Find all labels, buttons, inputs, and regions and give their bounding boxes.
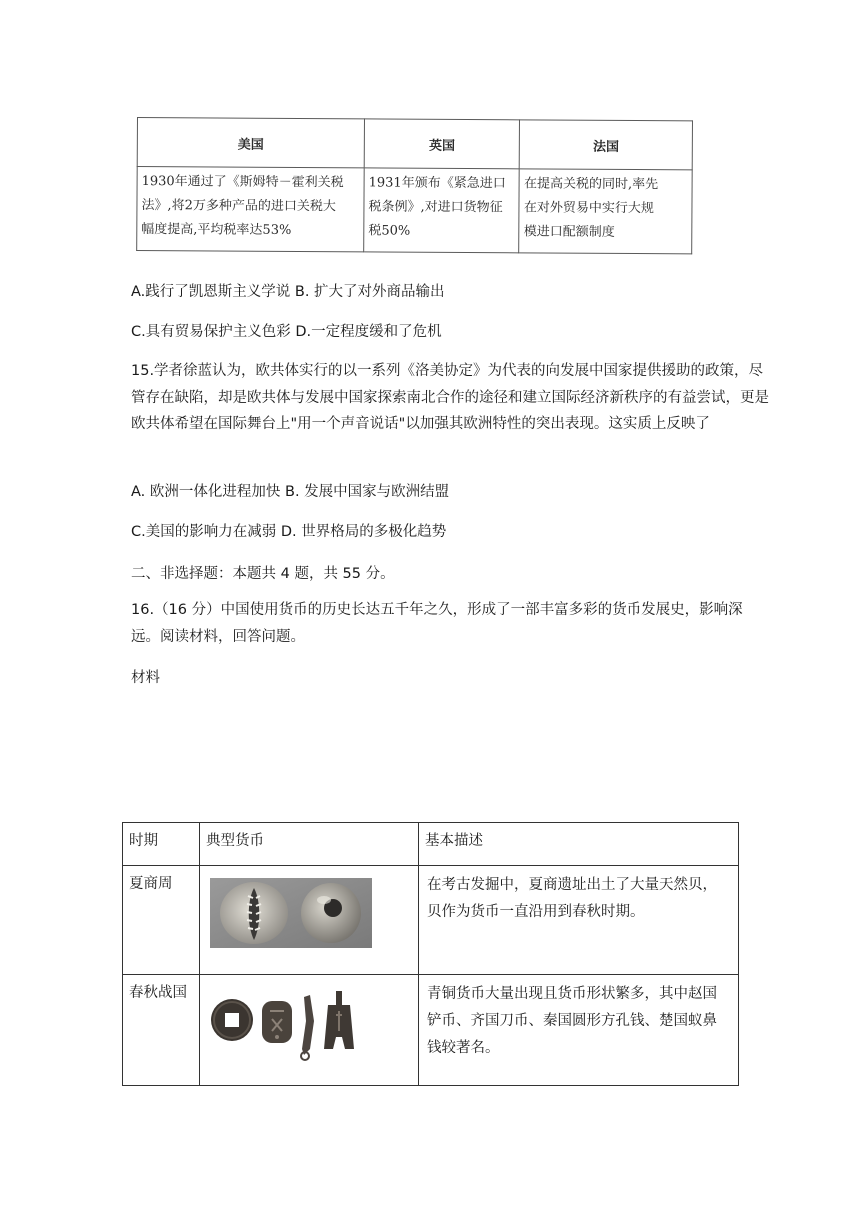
description-cell: 青铜货币大量出现且货币形状繁多，其中赵国铲币、齐国刀币、秦国圆形方孔钱、楚国蚁鼻钱较著名。 bbox=[427, 986, 717, 1056]
header-period: 时期 bbox=[129, 833, 158, 849]
q15-stem: 15.学者徐蓝认为，欧共体实行的以一系列《洛美协定》为代表的向发展中国家提供援助的政策，尽管存在缺陷，却是欧共体与发展中国家探索南北合作的途径和建立国际经济新秩序的有益尝试，更是欧共体希望在国际舞台上"用一个声音说话"以加强其欧洲特性的突出表现。这实质上反映了 bbox=[131, 363, 769, 432]
q14-options-line2: C.具有贸易保护主义色彩 D.一定程度缓和了危机 bbox=[131, 324, 442, 340]
q16-stem: 16.（16 分）中国使用货币的历史长达五千年之久，形成了一部丰富多彩的货币发展史，影响深远。阅读材料，回答问题。 bbox=[131, 602, 743, 645]
section-heading: 二、非选择题：本题共 4 题，共 55 分。 bbox=[131, 566, 395, 582]
tariff-header-france: 法国 bbox=[520, 120, 693, 170]
q14-options-line1: A.践行了凯恩斯主义学说 B. 扩大了对外商品输出 bbox=[131, 284, 445, 300]
bronze-coins-image bbox=[200, 975, 418, 1085]
description-cell: 在考古发掘中，夏商遗址出土了大量天然贝，贝作为货币一直沿用到春秋时期。 bbox=[427, 877, 717, 920]
period-cell: 夏商周 bbox=[129, 876, 173, 892]
tariff-table bbox=[136, 117, 693, 254]
tariff-cell-uk: 1931年颁布《紧急进口 税条例》,对进口货物征 税50% bbox=[364, 168, 520, 253]
table-row bbox=[123, 866, 739, 975]
tariff-cell-france: 在提高关税的同时,率先 在对外贸易中实行大规 模进口配额制度 bbox=[519, 169, 692, 254]
tariff-header-usa: 美国 bbox=[137, 118, 364, 168]
shell-money-image bbox=[200, 866, 418, 974]
tariff-cell-usa: 1930年通过了《斯姆特－霍利关税 法》,将2万多种产品的进口关税大 幅度提高,平均税率达53% bbox=[137, 167, 365, 252]
q15-options-line1: A. 欧洲一体化进程加快 B. 发展中国家与欧洲结盟 bbox=[131, 484, 450, 500]
period-cell: 春秋战国 bbox=[129, 985, 187, 1001]
header-description: 基本描述 bbox=[425, 833, 483, 849]
q15-options-line2: C.美国的影响力在减弱 D. 世界格局的多极化趋势 bbox=[131, 524, 447, 540]
material-label: 材料 bbox=[131, 670, 160, 686]
tariff-header-uk: 英国 bbox=[364, 119, 520, 169]
money-table bbox=[122, 822, 739, 1086]
money-table-header bbox=[123, 823, 739, 866]
header-currency: 典型货币 bbox=[206, 833, 264, 849]
table-row bbox=[123, 975, 739, 1086]
tariff-table-row bbox=[137, 167, 693, 254]
tariff-table-header bbox=[137, 118, 692, 170]
